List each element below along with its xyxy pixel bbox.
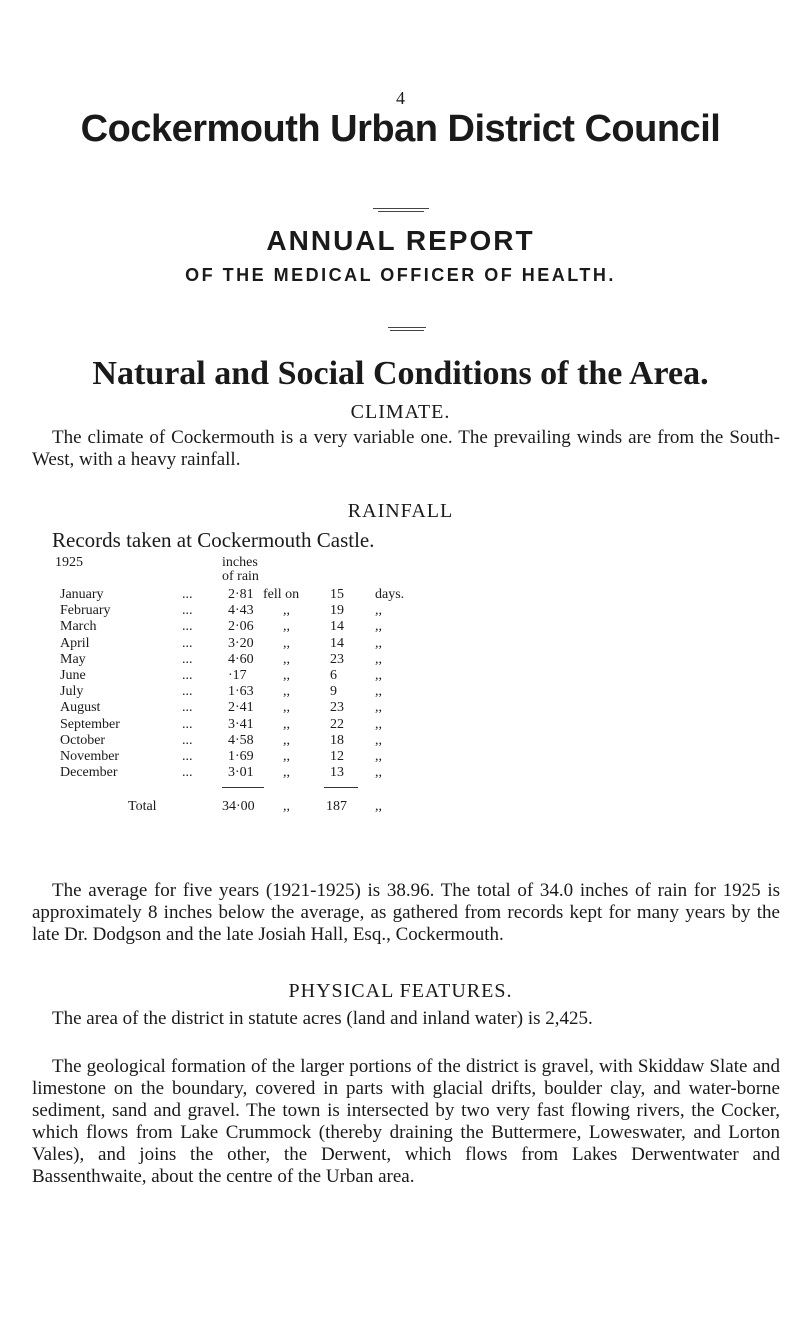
dots-cell: ... [182, 684, 193, 700]
total-rule-inches [222, 787, 264, 788]
fell-cell: ,, [283, 700, 290, 716]
unit-cell: ,, [375, 668, 382, 683]
month-cell: November [60, 749, 120, 764]
dots-cell: ... [182, 587, 193, 602]
unit-cell: ,, [375, 619, 382, 635]
days-cell: 23 [330, 651, 344, 667]
divider-middle [388, 327, 426, 328]
fell-cell: ,, [283, 668, 290, 683]
divider-top-2 [378, 211, 424, 212]
average-text [32, 880, 780, 946]
month-cell: December [60, 765, 118, 781]
dots-cell: ... [182, 603, 193, 619]
inches-cell: 2·41 [228, 700, 254, 716]
area-paragraph: The area of the district in statute acres (land and inland water) is 2,425. [52, 1008, 593, 1029]
report-subtitle: OF THE MEDICAL OFFICER OF HEALTH. [185, 265, 616, 285]
dots-cell: ... [182, 700, 193, 716]
month-cell: February [60, 603, 111, 619]
section-title: Natural and Social Conditions of the Area. [92, 355, 709, 392]
dots-cell: ... [182, 716, 193, 732]
fell-cell: ,, [283, 635, 290, 651]
table-year: 1925 [55, 555, 83, 570]
area-text [32, 1008, 780, 1030]
fell-cell: ,, [283, 619, 290, 635]
fell-cell: ,, [283, 765, 290, 781]
days-cell: 13 [330, 765, 344, 781]
geology-paragraph: The geological formation of the larger portions of the district is gravel, with Skiddaw Slate and limestone on the boundary, covered in parts with glacial drifts, boulder clay, and water-borne sediment, sand and gravel. The town is intersected by two very fast flowing rivers, the Cocker, which flows from Lake Crummock (thereby draining the Buttermere, Loweswater, and Lorton Vales), and joins the other, the Derwent, which flows from Lakes Derwentwater and Bassenthwaite, about the centre of the Urban area. [32, 1056, 780, 1187]
days-cell: 14 [330, 619, 344, 635]
dots-cell: ... [182, 749, 193, 764]
divider-middle-2 [390, 330, 424, 331]
physical-heading: PHYSICAL FEATURES. [288, 980, 513, 1002]
unit-cell: ,, [375, 635, 382, 651]
dots-cell: ... [182, 651, 193, 667]
days-cell: 18 [330, 732, 344, 748]
inches-cell: 1·63 [228, 684, 254, 700]
dots-cell: ... [182, 668, 193, 683]
unit-cell: ,, [375, 749, 382, 764]
records-line: Records taken at Cockermouth Castle. [52, 528, 375, 552]
average-paragraph: The average for five years (1921-1925) is 38.96. The total of 34.0 inches of rain for 1925 is approximately 8 inches below the average, as gathered from records kept for many years by the late Dr. Dodgson and the late Josiah Hall, Esq., Cockermouth. [32, 880, 780, 945]
inches-cell: ·17 [228, 668, 247, 683]
climate-text [32, 427, 780, 471]
month-cell: June [60, 668, 86, 683]
month-cell: October [60, 732, 106, 748]
fell-cell: ,, [283, 603, 290, 619]
days-cell: 9 [330, 684, 337, 700]
total-label: Total [128, 799, 157, 815]
unit-cell: ,, [375, 765, 382, 781]
inches-cell: 4·58 [228, 732, 254, 748]
unit-cell: ,, [375, 716, 382, 732]
rainfall-heading: RAINFALL [347, 500, 454, 522]
total-unit: ,, [375, 799, 382, 815]
days-cell: 15 [330, 587, 344, 602]
climate-paragraph: The climate of Cockermouth is a very variable one. The prevailing winds are from the South-West, with a heavy rainfall. [32, 427, 780, 470]
council-title: Cockermouth Urban District Council [80, 108, 721, 150]
month-cell: August [60, 700, 101, 716]
fell-cell: ,, [283, 684, 290, 700]
month-cell: September [60, 716, 120, 732]
col-of-rain-label: of rain [222, 569, 259, 584]
days-cell: 22 [330, 716, 344, 732]
geology-text [32, 1056, 780, 1188]
unit-cell: ,, [375, 732, 382, 748]
inches-cell: 3·01 [228, 765, 254, 781]
fell-cell: fell on [263, 587, 300, 602]
dots-cell: ... [182, 732, 193, 748]
inches-cell: 3·20 [228, 635, 254, 651]
month-cell: April [60, 635, 90, 651]
month-cell: July [60, 684, 84, 700]
days-cell: 23 [330, 700, 344, 716]
inches-cell: 1·69 [228, 749, 254, 764]
unit-cell: ,, [375, 603, 382, 619]
month-cell: January [60, 587, 104, 602]
rainfall-table [0, 555, 801, 875]
dots-cell: ... [182, 619, 193, 635]
unit-cell: days. [375, 587, 405, 602]
month-cell: May [60, 651, 86, 667]
unit-cell: ,, [375, 651, 382, 667]
dots-cell: ... [182, 765, 193, 781]
report-title: ANNUAL REPORT [266, 225, 535, 256]
climate-heading: CLIMATE. [350, 401, 451, 423]
unit-cell: ,, [375, 684, 382, 700]
inches-cell: 3·41 [228, 716, 254, 732]
inches-cell: 2·81 [228, 587, 254, 602]
fell-cell: ,, [283, 651, 290, 667]
inches-cell: 4·60 [228, 651, 254, 667]
inches-cell: 4·43 [228, 603, 254, 619]
unit-cell: ,, [375, 700, 382, 716]
month-cell: March [60, 619, 97, 635]
fell-cell: ,, [283, 732, 290, 748]
total-rule-days [324, 787, 358, 788]
days-cell: 6 [330, 668, 337, 683]
days-cell: 14 [330, 635, 344, 651]
dots-cell: ... [182, 635, 193, 651]
total-days: 187 [326, 799, 347, 815]
fell-cell: ,, [283, 749, 290, 764]
total-inches: 34·00 [222, 799, 255, 815]
days-cell: 19 [330, 603, 344, 619]
col-inches-label: inches [222, 555, 258, 570]
page-number: 4 [396, 88, 405, 108]
divider-top [373, 208, 429, 209]
inches-cell: 2·06 [228, 619, 254, 635]
total-fell: ,, [283, 799, 290, 815]
days-cell: 12 [330, 749, 344, 764]
fell-cell: ,, [283, 716, 290, 732]
